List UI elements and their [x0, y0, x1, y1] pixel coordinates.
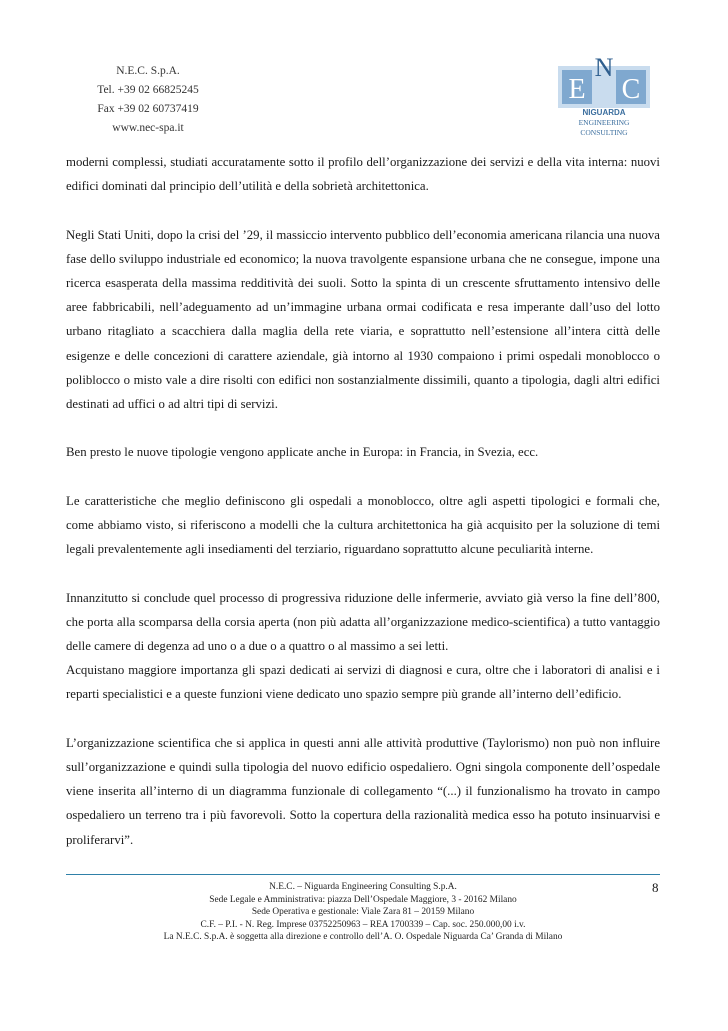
- company-fax: Fax +39 02 60737419: [97, 103, 199, 115]
- paragraph: L’organizzazione scientifica che si applica in questi anni alle attività produttive (Taylorismo) non può non influire sull’organizzazione e quindi sulla tipologia del nuovo edificio ospedaliero. Ogni singola componente dell’ospedale viene inserita all’interno di un diagramma funzionale di collegamento “(...) il funzionalismo ha trovato in campo ospedaliero un terreno tra i più favorevoli. Sotto la copertura della razionalità medica esso ha potuto insinuarvisi e proliferarvi”.: [66, 735, 660, 847]
- paragraph: Le caratteristiche che meglio definiscono gli ospedali a monoblocco, oltre agli aspetti tipologici e formali che, come abbiamo visto, si riferiscono a modelli che la cultura architettonica ha già acquisito per la soluzione di temi legali prevalentemente agli insediamenti del terziario, riguardano soprattutto alcune peculiarità interne.: [66, 493, 660, 557]
- company-name: N.E.C. S.p.A.: [116, 65, 180, 77]
- paragraph: moderni complessi, studiati accuratamente sotto il profilo dell’organizzazione dei servizi e della vita interna: nuovi edifici dominati dal principio dell’utilità e della sobrietà architettonica.: [66, 155, 660, 194]
- logo-text-niguarda: NIGUARDA: [582, 108, 626, 117]
- footer-operative-address: Sede Operativa e gestionale: Viale Zara 81 – 20159 Milano: [251, 907, 475, 918]
- footer-registration: C.F. – P.I. - N. Reg. Imprese 03752250963 – REA 1700339 – Cap. soc. 250.000,00 i.v.: [200, 919, 526, 930]
- document-body: [66, 150, 660, 852]
- page-number: 8: [652, 880, 659, 895]
- paragraph: Ben presto le nuove tipologie vengono applicate anche in Europa: in Francia, in Svezia, ecc.: [66, 445, 539, 460]
- company-phone: Tel. +39 02 66825245: [97, 84, 199, 96]
- company-website: www.nec-spa.it: [112, 122, 184, 134]
- footer-control-note: La N.E.C. S.p.A. è soggetta alla direzione e controllo dell’A. O. Ospedale Niguarda Ca’ Granda di Milano: [163, 932, 563, 943]
- logo-text-engineering: ENGINEERING: [578, 118, 630, 127]
- logo-letter-n: N: [594, 53, 614, 82]
- paragraph: Innanzitutto si conclude quel processo di progressiva riduzione delle infermerie, avviato già verso la fine dell’800, che porta alla scomparsa della corsia aperta (non più adatta all’organizzazione medico-scientifica) a tutto vantaggio delle camere di degenza ad uno o a due o a quattro o al massimo a sei letti.: [66, 590, 660, 653]
- company-header: [78, 62, 218, 138]
- paragraph: Acquistano maggiore importanza gli spazi dedicati ai servizi di diagnosi e cura, oltre che i laboratori di analisi e i reparti specialistici e a queste funzioni viene dedicato uno spazio sempre più grande all’interno dell’edificio.: [66, 663, 660, 702]
- footer-divider: [66, 874, 660, 875]
- footer-company: N.E.C. – Niguarda Engineering Consulting S.p.A.: [269, 882, 457, 892]
- logo-letter-e: E: [568, 74, 586, 105]
- logo-text-consulting: CONSULTING: [580, 128, 628, 137]
- logo-letter-c: C: [621, 74, 641, 105]
- footer: [66, 881, 660, 944]
- nec-logo: [558, 52, 650, 138]
- footer-legal-address: Sede Legale e Amministrativa: piazza Dell’Ospedale Maggiore, 3 - 20162 Milano: [209, 894, 517, 905]
- paragraph: Negli Stati Uniti, dopo la crisi del ’29, il massiccio intervento pubblico dell’economia americana rilancia una nuova fase dello sviluppo industriale ed economico; la nuova travolgente espansione urbana che ne consegue, impone una ricerca esasperata della massima redditività dei suoli. Sotto la spinta di un crescente sfruttamento intensivo delle aree fabbricabili, nell’adeguamento ad un’immagine urbana ormai codificata e resa imperante dall’uso del lotto urbano ritagliato a scacchiera dalla maglia della rete viaria, e soprattutto nell’estensione all’intera città delle esigenze e delle concezioni di carattere aziendale, già intorno al 1930 compaiono i primi ospedali monoblocco o poliblocco o misto vale a dire risolti con edifici non sostanzialmente dissimili, quanto a tipologia, dagli altri edifici destinati ad uffici o ad altri tipi di servizi.: [66, 227, 660, 412]
